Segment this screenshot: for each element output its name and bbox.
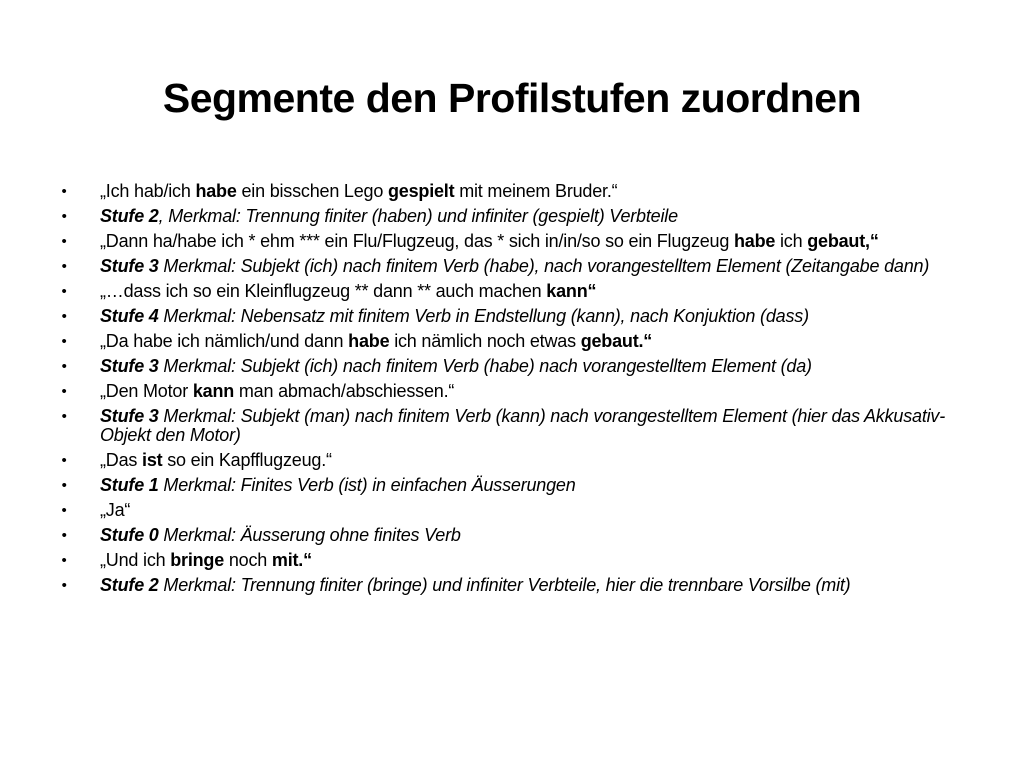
bullet-bold-text: Stufe 3 [100, 256, 159, 276]
bullet-bold-text: ist [142, 450, 163, 470]
stufe-bullet-item [58, 257, 968, 276]
bullet-text: „…dass ich so ein Kleinflugzeug ** dann ** auch machen [100, 281, 547, 301]
bullet-bold-text: gespielt [387, 181, 455, 201]
bullet-bold-text: habe [348, 331, 390, 351]
stufe-bullet-item [58, 407, 968, 445]
bullet-bold-text: habe [733, 231, 776, 251]
bullet-bold-text: kann [192, 381, 235, 401]
bullet-dot-icon: • [61, 233, 67, 250]
quote-bullet-item [58, 232, 968, 251]
bullet-text: „Da habe ich nämlich/und dann [100, 331, 349, 351]
quote-bullet-item [58, 382, 968, 401]
bullet-dot-icon: • [61, 477, 67, 494]
bullet-dot-icon: • [61, 383, 67, 400]
bullet-bold-text: Stufe 2 [100, 206, 159, 226]
stufe-bullet-item [58, 526, 968, 545]
stufe-bullet-item [58, 207, 968, 226]
bullet-bold-text: Stufe 2 [100, 575, 159, 595]
bullet-text: „Ich hab/ich [100, 181, 196, 201]
bullet-dot-icon: • [61, 208, 67, 225]
bullet-dot-icon: • [61, 258, 67, 275]
stufe-bullet-item [58, 307, 968, 326]
bullet-bold-text: Stufe 3 [100, 356, 159, 376]
bullet-text: so ein Kapfflugzeug.“ [162, 450, 332, 470]
bullet-dot-icon: • [61, 552, 67, 569]
slide-title: Segmente den Profilstufen zuordnen [162, 75, 862, 121]
bullet-bold-text: mit.“ [271, 550, 312, 570]
bullet-dot-icon: • [61, 283, 67, 300]
stufe-bullet-item [58, 476, 968, 495]
bullet-text: „Und ich [100, 550, 171, 570]
bullet-dot-icon: • [61, 333, 67, 350]
bullet-text: Merkmal: Subjekt (ich) nach finitem Verb (habe) nach vorangestelltem Element (da) [158, 356, 812, 376]
bullet-text: ich [775, 231, 808, 251]
bullet-text: Merkmal: Nebensatz mit finitem Verb in Endstellung (kann), nach Konjuktion (dass) [158, 306, 809, 326]
bullet-text: man abmach/abschiessen.“ [234, 381, 455, 401]
bullet-bold-text: Stufe 1 [100, 475, 159, 495]
bullet-text: „Das [100, 450, 143, 470]
bullet-dot-icon: • [61, 308, 67, 325]
bullet-bold-text: gebaut.“ [580, 331, 653, 351]
bullet-bold-text: bringe [170, 550, 225, 570]
bullet-dot-icon: • [61, 577, 67, 594]
bullet-bold-text: habe [195, 181, 237, 201]
stufe-bullet-item [58, 576, 968, 595]
quote-bullet-item [58, 451, 968, 470]
bullet-list [58, 182, 968, 601]
bullet-text: , Merkmal: Trennung finiter (haben) und infiniter (gespielt) Verbteile [158, 206, 678, 226]
bullet-dot-icon: • [61, 358, 67, 375]
quote-bullet-item [58, 551, 968, 570]
bullet-text: „Dann ha/habe ich * ehm *** ein Flu/Flugzeug, das * sich in/in/so so ein Flugzeug [100, 231, 734, 251]
bullet-bold-text: gebaut,“ [807, 231, 879, 251]
bullet-text: Merkmal: Subjekt (man) nach finitem Verb (kann) nach vorangestelltem Element (hier das Akkusativ-Objekt den Motor) [100, 406, 946, 445]
bullet-text: ein bisschen Lego [236, 181, 388, 201]
bullet-text: „Ja“ [100, 500, 131, 520]
bullet-dot-icon: • [61, 408, 67, 425]
bullet-text: Merkmal: Finites Verb (ist) in einfachen Äusserungen [158, 475, 576, 495]
quote-bullet-item [58, 501, 968, 520]
bullet-text: mit meinem Bruder.“ [454, 181, 618, 201]
bullet-text: ich nämlich noch etwas [389, 331, 581, 351]
bullet-bold-text: Stufe 0 [100, 525, 159, 545]
bullet-bold-text: Stufe 4 [100, 306, 159, 326]
quote-bullet-item [58, 332, 968, 351]
bullet-dot-icon: • [61, 527, 67, 544]
bullet-text: Merkmal: Subjekt (ich) nach finitem Verb (habe), nach vorangestelltem Element (Zeitangabe dann) [158, 256, 930, 276]
bullet-text: noch [224, 550, 272, 570]
bullet-text: Merkmal: Trennung finiter (bringe) und infiniter Verbteile, hier die trennbare Vorsilbe (mit) [158, 575, 851, 595]
stufe-bullet-item [58, 357, 968, 376]
bullet-dot-icon: • [61, 183, 67, 200]
bullet-text: Merkmal: Äusserung ohne finites Verb [158, 525, 461, 545]
bullet-bold-text: kann“ [546, 281, 597, 301]
bullet-dot-icon: • [61, 452, 67, 469]
quote-bullet-item [58, 282, 968, 301]
quote-bullet-item [58, 182, 968, 201]
bullet-dot-icon: • [61, 502, 67, 519]
bullet-text: „Den Motor [100, 381, 193, 401]
bullet-bold-text: Stufe 3 [100, 406, 159, 426]
